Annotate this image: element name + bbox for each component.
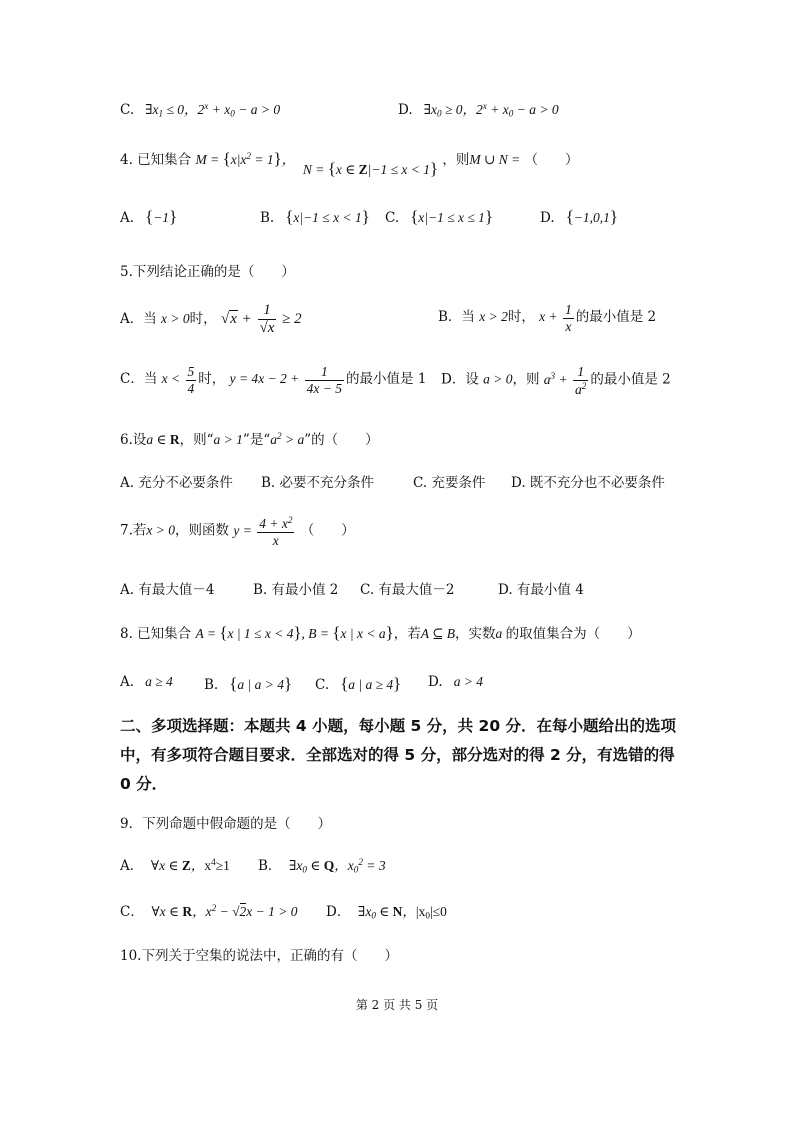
q9-option-d-label: D． <box>326 904 351 920</box>
q6-stem-a: 6.设 <box>120 432 147 448</box>
q5-option-c-tail: 的最小值是 1 <box>346 371 427 388</box>
q9-option-b-label: B． <box>258 858 282 874</box>
q7-option-c: C. 有最大值－2 <box>360 582 455 598</box>
q8-stem-c: ，实数 <box>455 626 496 642</box>
q4-option-b: B. {x|−1 ≤ x < 1} <box>260 207 370 226</box>
q8-option-a: A. a ≥ 4 <box>120 674 173 690</box>
q5-option-b-mid: 时， <box>507 309 535 326</box>
section-2-heading: 二、多项选择题：本题共 4 小题，每小题 5 分，共 20 分．在每小题给出的选项中，有多项符合题目要求．全部选对的得 5 分，部分选对的得 2 分，有选错的得 0 分． <box>120 717 677 793</box>
q3-option-c: C. $\exists x_1 \le 0$，$2^x + x_0 - a > 0$ <box>120 100 281 119</box>
q6-option-c: C. 充要条件 <box>413 475 486 491</box>
q5-option-d: D．设 a > 0，则 $a^3$ + $\frac{1}{a^2}$ 的最小值是 2 <box>441 364 671 397</box>
q5-option-d-label: D．设 <box>441 371 479 388</box>
q5-option-a-mid: 时， <box>189 311 217 328</box>
q9-option-b: B． $\exists x_0$ ∈ Q，$x_0^2 = 3$ <box>258 856 386 875</box>
q4-option-d-label: D. <box>540 210 555 226</box>
q6-option-a: A. 充分不必要条件 <box>120 475 233 491</box>
q6-stem-b: ，则“ <box>179 432 214 448</box>
q4-stem-text: 4. 已知集合 <box>120 152 192 168</box>
q4-paren: （ ） <box>524 152 579 168</box>
q7-stem: 7.若x > 0，则函数 y = $\frac{4 + x^2}{x}$ （ ） <box>120 515 355 548</box>
q7-option-a: A. 有最大值－4 <box>120 582 215 598</box>
q5-option-b: B．当 x > 2时， x + $\frac{1}{x}$ 的最小值是 2 <box>438 302 657 334</box>
q5-option-d-tail: 的最小值是 2 <box>590 371 671 388</box>
q9-stem-text: 9．下列命题中假命题的是（ ） <box>120 816 332 832</box>
q7-stem-a: 7.若 <box>120 522 147 539</box>
q8-option-b-label: B. <box>204 677 219 693</box>
q8-option-a-label: A. <box>120 674 135 690</box>
q4-option-a: A. {−1} <box>120 207 178 226</box>
q8-stem: 8. 已知集合 A = {x | 1 ≤ x < 4}, B = {x | x < a}，若A ⊆ B，实数a 的取值集合为（ ） <box>120 623 641 642</box>
q5-option-d-mid: ，则 <box>512 371 540 388</box>
q4-option-b-label: B. <box>260 210 275 226</box>
q8-option-d: D. a > 4 <box>428 674 484 690</box>
q7-option-d: D. 有最小值 4 <box>498 582 584 598</box>
q5-option-a-label: A．当 <box>120 311 157 328</box>
q8-option-d-label: D. <box>428 674 443 690</box>
q6-stem: 6.设a ∈ R，则“a > 1”是“$a^2 > a$”的（ ） <box>120 430 379 448</box>
q4-stem: 4. 已知集合 $M = \{x|x^2 = 1\}$， N = {x ∈ Z|−1 ≤ x < 1} ，则M ∪ N = （ ） <box>120 149 579 178</box>
q7-option-b: B. 有最小值 2 <box>253 582 339 598</box>
q10-stem <box>120 944 398 964</box>
q6-option-b: B. 必要不充分条件 <box>261 475 375 491</box>
q5-option-a: A．当 x > 0时， √x + $\frac{1}{√x}$ ≥ 2 <box>120 302 302 337</box>
q4-option-a-label: A. <box>120 210 135 226</box>
q9-option-a-label: A． <box>120 858 144 874</box>
q10-stem-text: 10.下列关于空集的说法中，正确的有（ ） <box>120 948 398 964</box>
q3-option-c-label: C. <box>120 102 135 118</box>
q4-option-d: D. {−1,0,1} <box>540 207 618 226</box>
q9-option-a: A． ∀x ∈ Z，$x^4\ge 1$ <box>120 856 230 874</box>
q5-stem-text: 5.下列结论正确的是（ ） <box>120 264 295 280</box>
q5-option-c-mid: 时， <box>198 371 226 388</box>
q3-option-d: D. $\exists x_0 \ge 0$，$2^x + x_0 - a > 0$ <box>398 100 559 119</box>
page-footer: 第 2 页 共 5 页 <box>355 998 439 1012</box>
q8-stem-b: ，若 <box>393 626 421 642</box>
q8-option-c-label: C. <box>315 677 330 693</box>
q4-option-c: C. {x|−1 ≤ x ≤ 1} <box>385 207 494 226</box>
q8-option-b: B. {a | a > 4} <box>204 674 293 693</box>
q5-option-b-tail: 的最小值是 2 <box>575 309 657 326</box>
q9-option-c: C． ∀x ∈ R，$x^2 - √2x - 1 > 0$ <box>120 902 298 920</box>
q3-option-d-label: D. <box>398 102 413 118</box>
q6-stem-c: ”是“ <box>242 432 271 448</box>
q7-paren: （ ） <box>300 522 355 539</box>
q9-option-d: D． $\exists x_0$ ∈ N，$|x_0|\le 0$ <box>326 904 447 921</box>
q4-then-text: ，则 <box>442 152 470 168</box>
q6-stem-d: ”的（ ） <box>304 432 379 448</box>
q8-stem-d: 的取值集合为（ ） <box>505 626 641 642</box>
q6-option-d: D. 既不充分也不必要条件 <box>511 475 665 491</box>
q8-stem-a: 8. 已知集合 <box>120 626 192 642</box>
q5-option-b-label: B．当 <box>438 309 475 326</box>
q5-stem <box>120 260 295 280</box>
q9-stem <box>120 812 331 832</box>
q7-stem-b: ，则函数 <box>175 522 230 539</box>
q5-option-c: C．当 x < $\frac{5}{4}$ 时， y = 4x − 2 + $\frac{1}{4x - 5}$ 的最小值是 1 <box>120 364 427 396</box>
q9-option-c-label: C． <box>120 904 144 920</box>
q5-option-c-label: C．当 <box>120 371 158 388</box>
q4-option-c-label: C. <box>385 210 400 226</box>
q8-option-c: C. {a | a ≥ 4} <box>315 674 402 693</box>
